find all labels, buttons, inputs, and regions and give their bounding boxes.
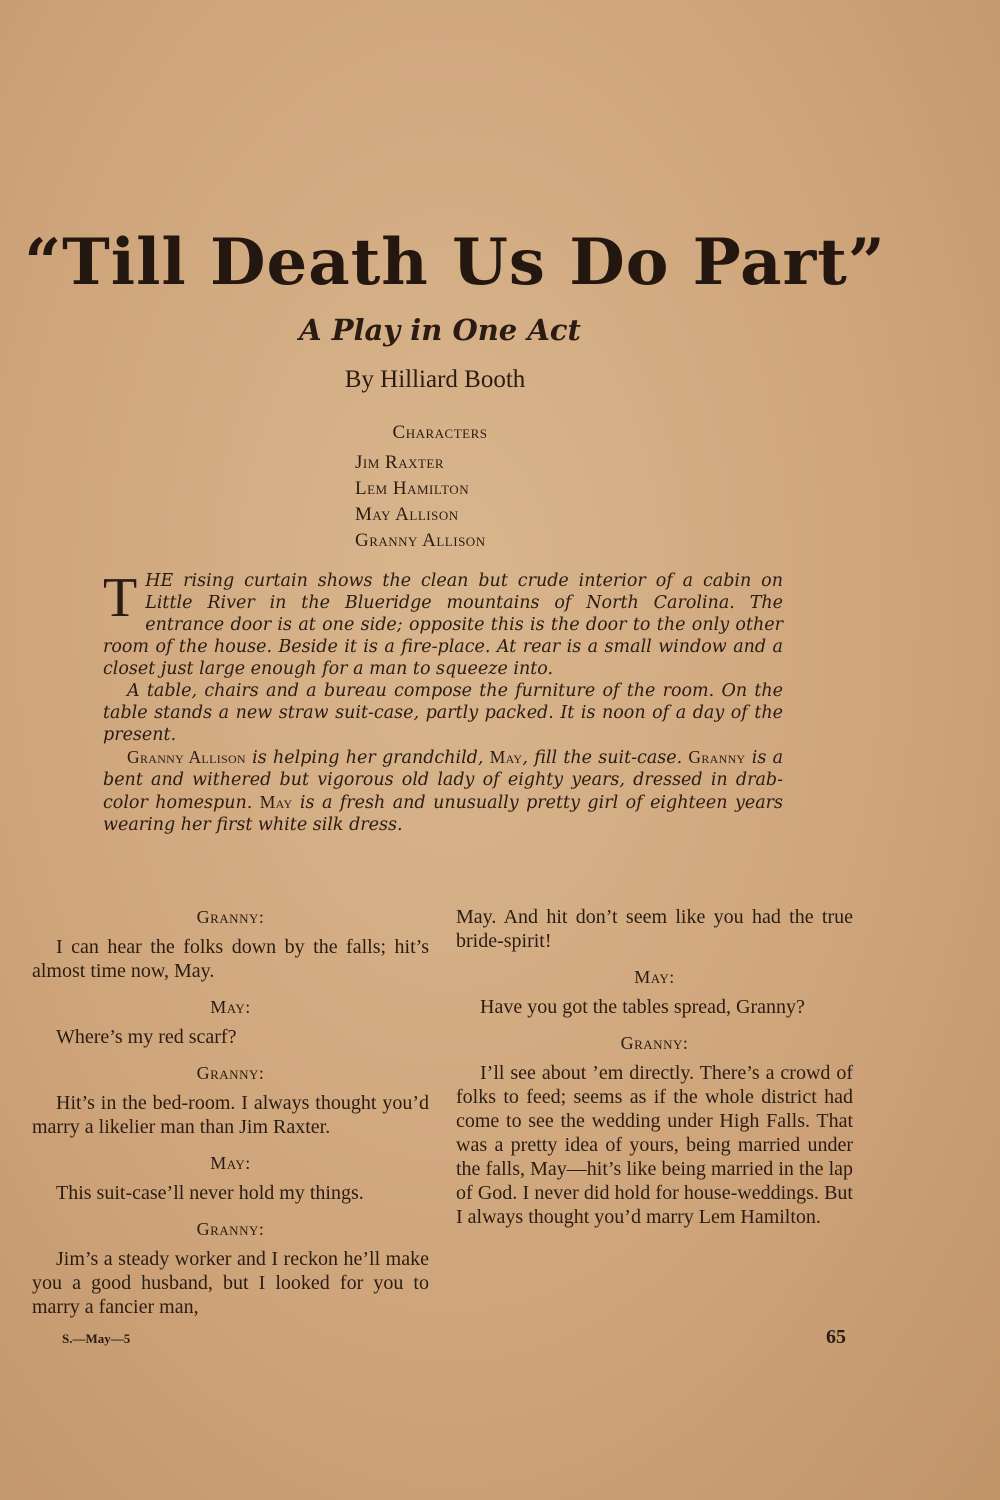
stage-text: is a fresh and unusually pretty girl of eighteen years wearing her first white silk dress. <box>103 793 783 835</box>
stage-text: is helping her grandchild, <box>245 748 490 768</box>
stage-text: HE rising curtain shows the clean but crude interior of a cabin on Little River in the Blueridge mountains of North Carolina. The entrance door is at one side; opposite this is the door to the only other room of the house. Beside it is a fire-place. At rear is a small window and a closet just large enough for a man to squeeze into. <box>103 571 783 679</box>
drop-cap: T <box>103 567 138 629</box>
character-name: Granny Allison <box>127 747 246 767</box>
stage-text: , fill the suit-case. <box>522 748 689 768</box>
speaker-label: Granny: <box>196 907 265 927</box>
speaker-label: May: <box>210 1153 251 1173</box>
character-name: May <box>259 792 293 812</box>
page-number: 65 <box>826 1326 846 1348</box>
dialogue-line: Jim’s a steady worker and I reckon he’ll make you a good husband, but I looked for you to marry a fancier man, <box>32 1248 429 1318</box>
author-byline: By Hilliard Booth <box>344 366 526 393</box>
character-item: May Allison <box>355 504 459 525</box>
speaker-label: May: <box>634 967 675 987</box>
character-name: Granny <box>688 747 746 767</box>
dialogue-column-left <box>32 905 429 1331</box>
stage-text: is a bent and withered but vigorous old lady of eighty years, dressed in drab-color homespun. <box>103 748 784 813</box>
speaker-label: Granny: <box>620 1033 689 1053</box>
speaker-label: May: <box>210 997 251 1017</box>
dialogue-line: Have you got the tables spread, Granny? <box>480 996 805 1018</box>
stage-paragraph <box>103 567 783 680</box>
dialogue-continuation: May. And hit don’t seem like you had the true bride-spirit! <box>456 906 853 952</box>
character-item: Granny Allison <box>355 530 486 551</box>
dialogue-line: I’ll see about ’em directly. There’s a crowd of folks to feed; seems as if the whole district had come to see the wedding under High Falls. That was a pretty idea of yours, being married under the falls, May—hit’s like being married in the lap of God. I never did hold for house-weddings. But I always thought you’d marry Lem Hamilton. <box>456 1062 853 1228</box>
dialogue-line: This suit-case’ll never hold my things. <box>56 1182 364 1204</box>
stage-paragraph <box>103 746 783 836</box>
play-subtitle: A Play in One Act <box>299 313 581 347</box>
speaker-label: Granny: <box>196 1219 265 1239</box>
dialogue-line: Hit’s in the bed-room. I always thought you’d marry a likelier man than Jim Raxter. <box>32 1092 429 1138</box>
stage-directions <box>103 567 784 836</box>
stage-paragraph: A table, chairs and a bureau compose the furniture of the room. On the table stands a new straw suit-case, partly packed. It is noon of a day of the present. <box>103 681 783 745</box>
signature-mark: S.—May—5 <box>62 1331 131 1346</box>
dialogue-line: Where’s my red scarf? <box>56 1026 237 1048</box>
speaker-label: Granny: <box>196 1063 265 1083</box>
play-title: “Till Death Us Do Part” <box>24 225 886 300</box>
dialogue-line: I can hear the folks down by the falls; hit’s almost time now, May. <box>32 936 429 982</box>
character-item: Lem Hamilton <box>355 478 470 499</box>
characters-list <box>355 450 486 554</box>
dialogue-column-right <box>456 905 853 1241</box>
character-item: Jim Raxter <box>355 452 445 473</box>
characters-heading: Characters <box>392 422 488 443</box>
character-name: May <box>489 747 523 767</box>
